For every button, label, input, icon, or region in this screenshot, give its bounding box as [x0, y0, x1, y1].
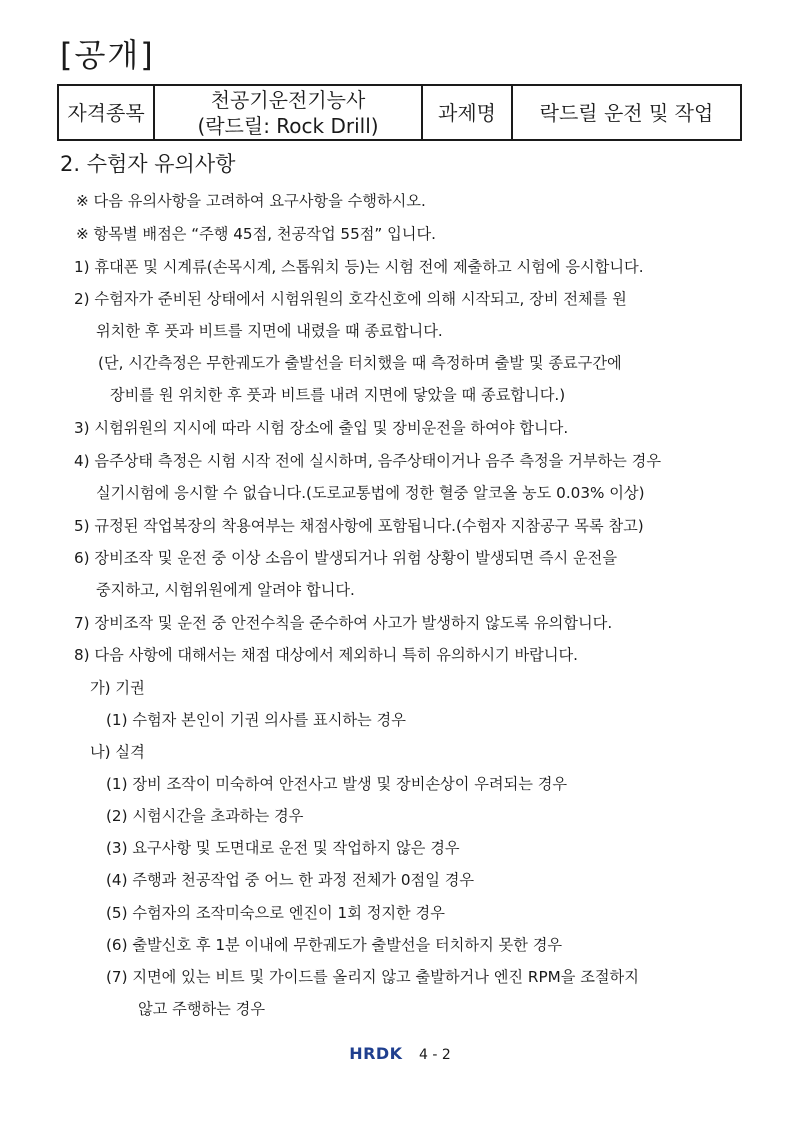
sub-item-line: 않고 주행하는 경우: [138, 1000, 266, 1018]
sub-item-line: (7) 지면에 있는 비트 및 가이드를 올리지 않고 출발하거나 엔진 RPM을 조절하지: [106, 968, 639, 986]
qualification-label: 자격종목: [58, 85, 154, 140]
rule-line: 7) 장비조작 및 운전 중 안전수칙을 준수하여 사고가 발생하지 않도록 유의합니다.: [74, 614, 613, 632]
rule-line: 중지하고, 시험위원에게 알려야 합니다.: [96, 581, 355, 599]
disclosure-tag: [공개]: [60, 36, 155, 74]
qualification-value: [154, 85, 422, 140]
rule-line: 5) 규정된 작업복장의 착용여부는 채점사항에 포함됩니다.(수험자 지참공구 목록 참고): [74, 517, 644, 535]
sub-item-line: (3) 요구사항 및 도면대로 운전 및 작업하지 않은 경우: [106, 839, 460, 857]
rule-line: 8) 다음 사항에 대해서는 채점 대상에서 제외하니 특히 유의하시기 바랍니다.: [74, 646, 578, 664]
task-label: 과제명: [422, 85, 512, 140]
sub-item-line: (5) 수험자의 조작미숙으로 엔진이 1회 정지한 경우: [106, 904, 445, 922]
sub-item-line: (2) 시험시간을 초과하는 경우: [106, 807, 304, 825]
rule-line: 1) 휴대폰 및 시계류(손목시계, 스톱워치 등)는 시험 전에 제출하고 시험에 응시합니다.: [74, 258, 644, 276]
rule-line: 2) 수험자가 준비된 상태에서 시험위원의 호각신호에 의해 시작되고, 장비 전체를 원: [74, 290, 627, 308]
sub-item-line: (4) 주행과 천공작업 중 어느 한 과정 전체가 0점일 경우: [106, 871, 475, 889]
qualification-value-line1: 천공기운전기능사: [210, 87, 366, 112]
subsection-line: 가) 기권: [90, 679, 145, 697]
rule-line: 장비를 원 위치한 후 풋과 비트를 내려 지면에 닿았을 때 종료합니다.): [110, 386, 566, 404]
info-table: [57, 84, 742, 141]
rule-line: 6) 장비조작 및 운전 중 이상 소음이 발생되거나 위험 상황이 발생되면 즉시 운전을: [74, 549, 617, 567]
note-line: ※ 다음 유의사항을 고려하여 요구사항을 수행하시오.: [76, 192, 426, 210]
note-line: ※ 항목별 배점은 “주행 45점, 천공작업 55점” 입니다.: [76, 225, 436, 243]
qualification-value-line2: (락드릴: Rock Drill): [197, 113, 379, 138]
section-title: 2. 수험자 유의사항: [60, 152, 236, 176]
subsection-line: 나) 실격: [90, 743, 145, 761]
hrdk-logo: HRDK: [349, 1044, 403, 1063]
page-number: 4 - 2: [419, 1047, 451, 1063]
sub-item-line: (6) 출발신호 후 1분 이내에 무한궤도가 출발선을 터치하지 못한 경우: [106, 936, 563, 954]
rule-line: 4) 음주상태 측정은 시험 시작 전에 실시하며, 음주상태이거나 음주 측정을 거부하는 경우: [74, 452, 662, 470]
rule-line: 위치한 후 풋과 비트를 지면에 내렸을 때 종료합니다.: [96, 322, 443, 340]
sub-item-line: (1) 수험자 본인이 기권 의사를 표시하는 경우: [106, 711, 406, 729]
sub-item-line: (1) 장비 조작이 미숙하여 안전사고 발생 및 장비손상이 우려되는 경우: [106, 775, 568, 793]
rule-line: 3) 시험위원의 지시에 따라 시험 장소에 출입 및 장비운전을 하여야 합니다.: [74, 419, 569, 437]
task-value: 락드릴 운전 및 작업: [512, 85, 741, 140]
rule-line: (단, 시간측정은 무한궤도가 출발선을 터치했을 때 측정하며 출발 및 종료구간에: [98, 354, 622, 372]
rule-line: 실기시험에 응시할 수 없습니다.(도로교통법에 정한 혈중 알코올 농도 0.03% 이상): [96, 484, 645, 502]
page-footer: [0, 1044, 800, 1063]
